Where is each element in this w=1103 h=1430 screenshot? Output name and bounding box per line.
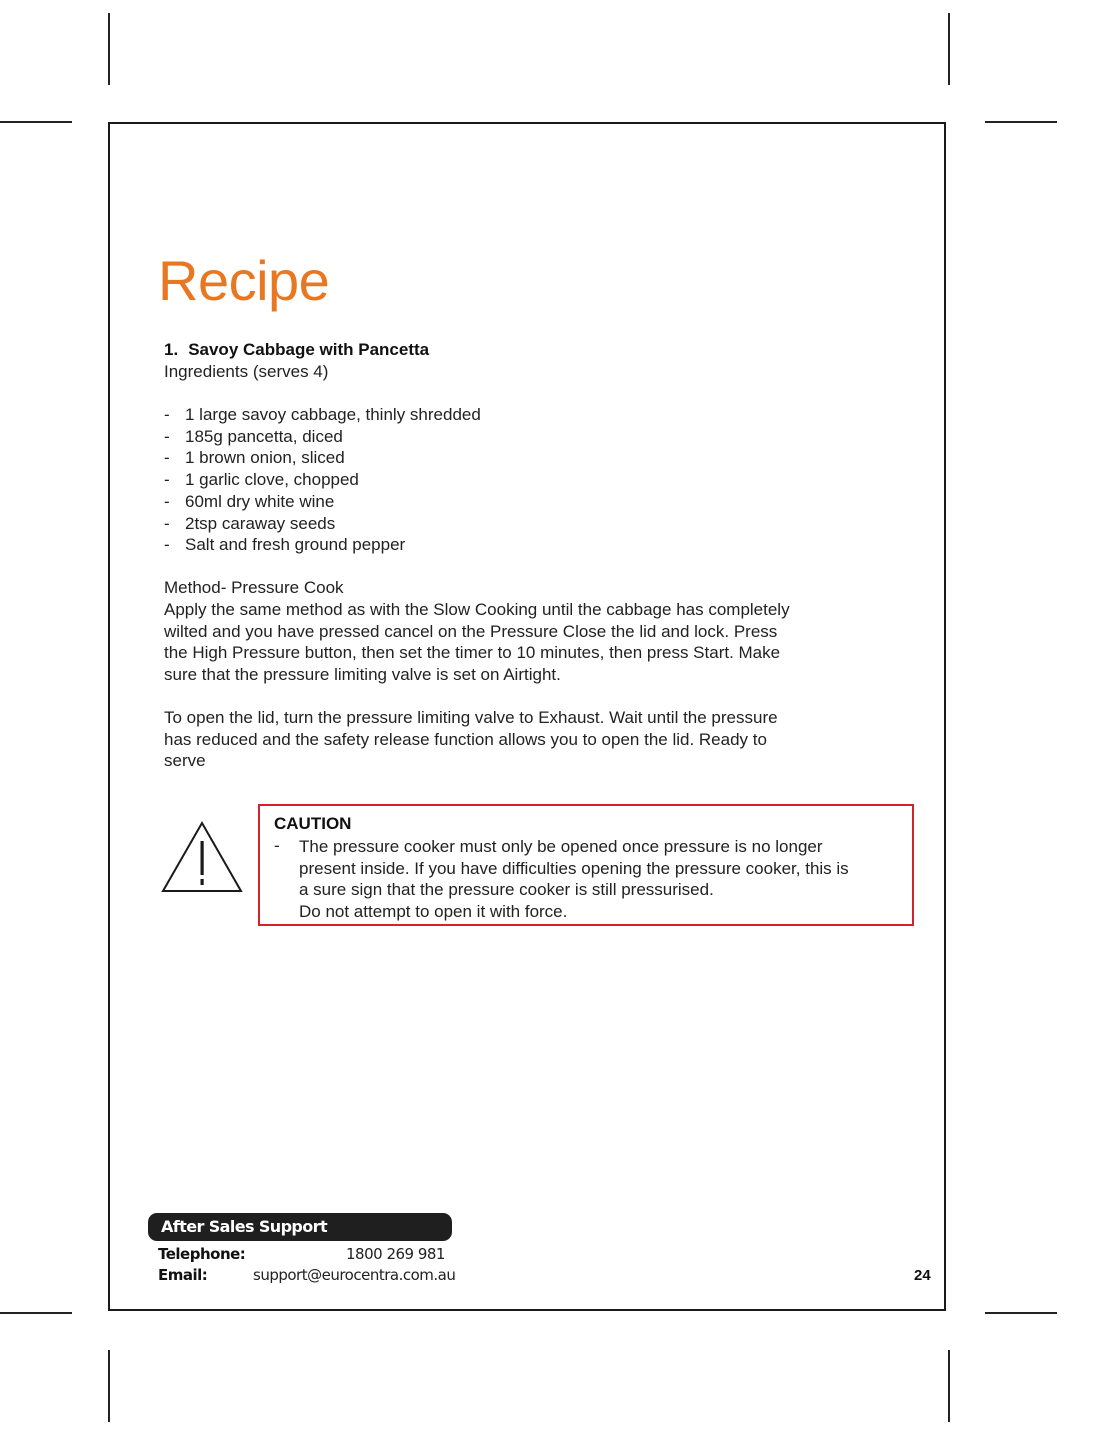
telephone-number: 1800 269 981: [346, 1245, 445, 1263]
list-item: - 1 garlic clove, chopped: [164, 470, 359, 490]
recipe-heading: [164, 340, 429, 360]
list-item: - 185g pancetta, diced: [164, 426, 343, 446]
telephone-label: Telephone:: [158, 1245, 246, 1263]
list-item: - 60ml dry white wine: [164, 491, 335, 511]
email-address: support@eurocentra.com.au: [253, 1266, 456, 1284]
caution-box: [258, 804, 914, 926]
crop-mark-bottom-left: [108, 1350, 110, 1422]
email-row: [158, 1266, 456, 1284]
crop-mark-left-top: [0, 121, 72, 123]
caution-bullet: -: [274, 836, 280, 855]
recipe-number: 1.: [164, 340, 179, 359]
crop-mark-top-left: [108, 13, 110, 85]
method-heading: Method- Pressure Cook: [164, 578, 344, 597]
list-item: - 1 large savoy cabbage, thinly shredded: [164, 405, 481, 424]
recipe-name: Savoy Cabbage with Pancetta: [188, 340, 430, 359]
list-item: - 2tsp caraway seeds: [164, 513, 336, 533]
crop-mark-right-bottom: [985, 1312, 1057, 1314]
after-sales-support-banner: After Sales Support: [148, 1213, 452, 1241]
crop-mark-right-top: [985, 121, 1057, 123]
list-item: - Salt and fresh ground pepper: [164, 535, 406, 555]
email-label: Email:: [158, 1266, 208, 1284]
ingredients-list: [164, 404, 481, 556]
telephone-row: [158, 1245, 445, 1263]
method-paragraph-1: Apply the same method as with the Slow Cooking until the cabbage has completely wilted and you have pressed cancel on the Pressure Close the lid and lock. Press the High Pressure button, then set the timer to 10 minutes, then press Start. Make sure that the pressure limiting valve is set on Airtight.: [164, 600, 790, 684]
page-number: 24: [914, 1267, 931, 1284]
method-paragraph-2: To open the lid, turn the pressure limiting valve to Exhaust. Wait until the pressure has reduced and the safety release function allows you to open the lid. Ready to serve: [164, 708, 778, 771]
warning-triangle-icon: [160, 820, 244, 894]
ingredients-heading: Ingredients (serves 4): [164, 362, 329, 381]
page-title: Recipe: [158, 249, 330, 312]
caution-text: The pressure cooker must only be opened once pressure is no longer present inside. If you have difficulties opening the pressure cooker, this is a sure sign that the pressure cooker is still pressurised. Do not attempt to open it with force.: [299, 837, 849, 921]
crop-mark-top-right: [948, 13, 950, 85]
caution-title: CAUTION: [274, 814, 352, 833]
crop-mark-bottom-right: [948, 1350, 950, 1422]
crop-mark-left-bottom: [0, 1312, 72, 1314]
list-item: - 1 brown onion, sliced: [164, 448, 345, 468]
